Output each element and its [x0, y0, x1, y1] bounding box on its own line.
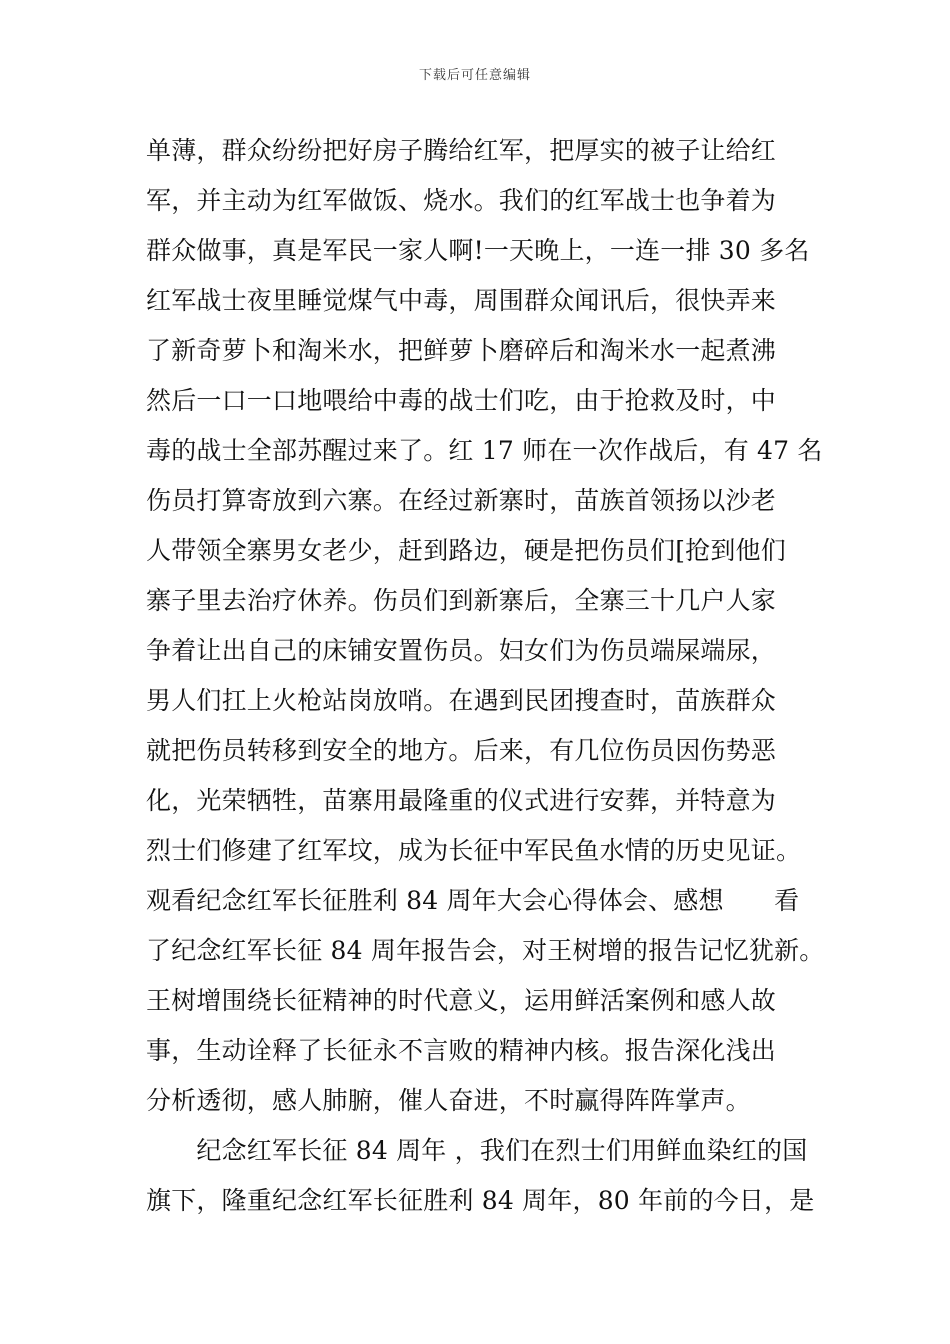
text-line: 伤员打算寄放到六寨。在经过新寨时，苗族首领扬以沙老: [146, 486, 777, 515]
text-line: 烈士们修建了红军坟，成为长征中军民鱼水情的历史见证。: [146, 836, 802, 865]
text-line: 单薄，群众纷纷把好房子腾给红军，把厚实的被子让给红: [146, 136, 777, 165]
text-line: 了新奇萝卜和淘米水，把鲜萝卜磨碎后和淘米水一起煮沸: [146, 336, 777, 365]
text-line: 毒的战士全部苏醒过来了。红 17 师在一次作战后，有 47 名: [146, 436, 823, 465]
text-line: 红军战士夜里睡觉煤气中毒，周围群众闻讯后，很快弄来: [146, 286, 777, 315]
text-line: 然后一口一口地喂给中毒的战士们吃，由于抢救及时，中: [146, 386, 777, 415]
text-line: 纪念红军长征 84 周年 ，我们在烈士们用鲜血染红的国: [146, 1136, 808, 1165]
text-line: 人带领全寨男女老少，赶到路边，硬是把伤员们[抢到他们: [146, 536, 786, 565]
text-line: 军，并主动为红军做饭、烧水。我们的红军战士也争着为: [146, 186, 777, 215]
text-line: 王树增围绕长征精神的时代意义，运用鲜活案例和感人故: [146, 986, 777, 1015]
text-line: 化，光荣牺牲，苗寨用最隆重的仪式进行安葬，并特意为: [146, 786, 777, 815]
text-line: 寨子里去治疗休养。伤员们到新寨后，全寨三十几户人家: [146, 586, 777, 615]
text-line: 分析透彻，感人肺腑，催人奋进，不时赢得阵阵掌声。: [146, 1086, 751, 1115]
text-line: 男人们扛上火枪站岗放哨。在遇到民团搜查时，苗族群众: [146, 686, 777, 715]
text-line: 群众做事，真是军民一家人啊!一天晚上，一连一排 30 多名: [146, 236, 810, 265]
text-line: 就把伤员转移到安全的地方。后来，有几位伤员因伤势恶: [146, 736, 777, 765]
text-line: 争着让出自己的床铺安置伤员。妇女们为伤员端屎端尿，: [146, 636, 777, 665]
text-line: 了纪念红军长征 84 周年报告会，对王树增的报告记忆犹新。: [146, 936, 825, 965]
text-line: 事，生动诠释了长征永不言败的精神内核。报告深化浅出: [146, 1036, 777, 1065]
body-text: [146, 126, 866, 1226]
text-line: 旗下，隆重纪念红军长征胜利 84 周年，80 年前的今日，是: [146, 1186, 815, 1215]
text-line: 观看纪念红军长征胜利 84 周年大会心得体会、感想 看: [146, 886, 800, 915]
page-header: 下载后可任意编辑: [418, 68, 531, 83]
